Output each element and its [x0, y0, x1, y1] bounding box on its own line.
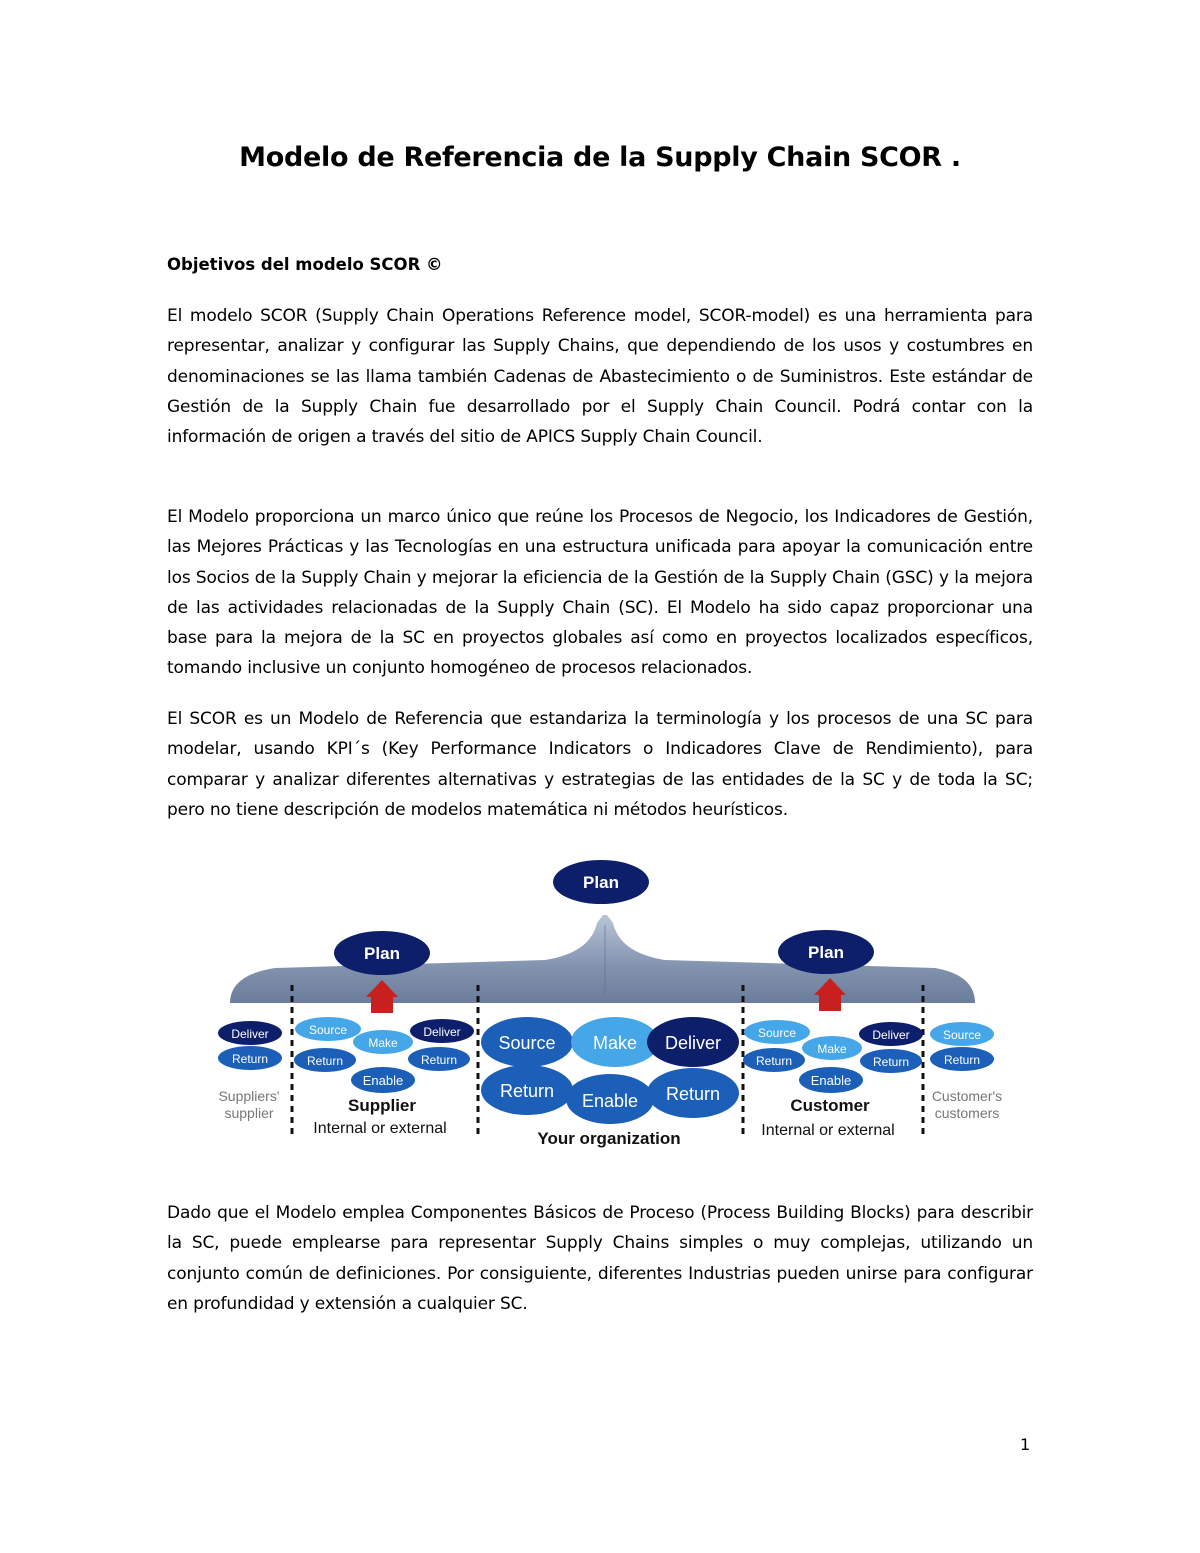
deliver-label: Deliver — [872, 1028, 910, 1042]
source-label: Source — [498, 1033, 556, 1053]
source-label: Source — [757, 1026, 797, 1040]
paragraph-3: El SCOR es un Modelo de Referencia que estandariza la terminología y los procesos de una SC para modelar, usando KPI´s (Key Performance Indicators o Indicadores Clave de Rendimiento), para comparar y analizar diferentes alternativas y estrategias de las entidades de la SC y de toda la SC; pero no tiene descripción de modelos matemática ni métodos heurísticos. — [167, 709, 1033, 820]
customers-customer-label: Customer's — [931, 1088, 1003, 1104]
customer-sublabel: Internal or external — [761, 1122, 895, 1139]
plan-label-top: Plan — [583, 873, 619, 892]
suppliers-supplier-label: Suppliers' — [218, 1088, 280, 1104]
paragraph-1: El modelo SCOR (Supply Chain Operations Reference model, SCOR-model) es una herramienta para representar, analizar y configurar las Supply Chains, que dependiendo de los usos y costumbres en denominaciones se las llama también Cadenas de Abastecimiento o de Suministros. Este estándar de Gestión de la Supply Chain fue desarrollado por el Supply Chain Council. Podrá contar con la información de origen a través del sitio de APICS Supply Chain Council. — [167, 306, 1033, 448]
enable-label: Enable — [362, 1073, 404, 1088]
return-label: Return — [755, 1054, 793, 1068]
return-label: Return — [231, 1052, 269, 1066]
return-label: Return — [665, 1084, 721, 1104]
supplier-label: Supplier — [347, 1096, 417, 1115]
return-label: Return — [943, 1053, 981, 1067]
make-label: Make — [817, 1042, 847, 1056]
section-heading: Objetivos del modelo SCOR © — [167, 255, 443, 274]
supplier-sublabel: Internal or external — [313, 1120, 447, 1137]
source-label: Source — [308, 1023, 348, 1037]
source-label: Source — [942, 1028, 982, 1042]
enable-label: Enable — [581, 1091, 639, 1111]
deliver-label: Deliver — [231, 1027, 269, 1041]
suppliers-supplier-label: supplier — [224, 1105, 274, 1121]
paragraph-2: El Modelo proporciona un marco único que reúne los Procesos de Negocio, los Indicadores de Gestión, las Mejores Prácticas y las Tecnologías en una estructura unificada para apoyar la comunicación entre los Socios de la Supply Chain y mejorar la eficiencia de la Gestión de la Supply Chain (GSC) y la mejora de las actividades relacionadas de la Supply Chain (SC). El Modelo ha sido capaz proporcionar una base para la mejora de la SC en proyectos globales así como en proyectos localizados específicos, tomando inclusive un conjunto homogéneo de procesos relacionados. — [167, 507, 1033, 679]
page-number: 1 — [1020, 1435, 1031, 1454]
return-label: Return — [499, 1081, 555, 1101]
make-label: Make — [368, 1036, 398, 1050]
return-label: Return — [872, 1055, 910, 1069]
return-label: Return — [306, 1054, 344, 1068]
plan-label-right: Plan — [808, 943, 844, 962]
deliver-label: Deliver — [423, 1025, 461, 1039]
enable-label: Enable — [810, 1073, 852, 1088]
return-label: Return — [420, 1053, 458, 1067]
scor-diagram — [205, 845, 1005, 1155]
paragraph-4: Dado que el Modelo emplea Componentes Básicos de Proceso (Process Building Blocks) para describir la SC, puede emplearse para representar Supply Chains simples o muy complejas, utilizando un conjunto común de definiciones. Por consiguiente, diferentes Industrias pueden unirse para configurar en profundidad y extensión a cualquier SC. — [167, 1203, 1033, 1314]
deliver-label: Deliver — [664, 1033, 722, 1053]
plan-label-left: Plan — [364, 944, 400, 963]
organization-label: Your organization — [537, 1129, 681, 1148]
customer-label: Customer — [790, 1096, 870, 1115]
make-label: Make — [592, 1033, 638, 1053]
document-title: Modelo de Referencia de la Supply Chain SCOR . — [239, 142, 961, 173]
customers-customer-label: customers — [934, 1105, 1000, 1121]
